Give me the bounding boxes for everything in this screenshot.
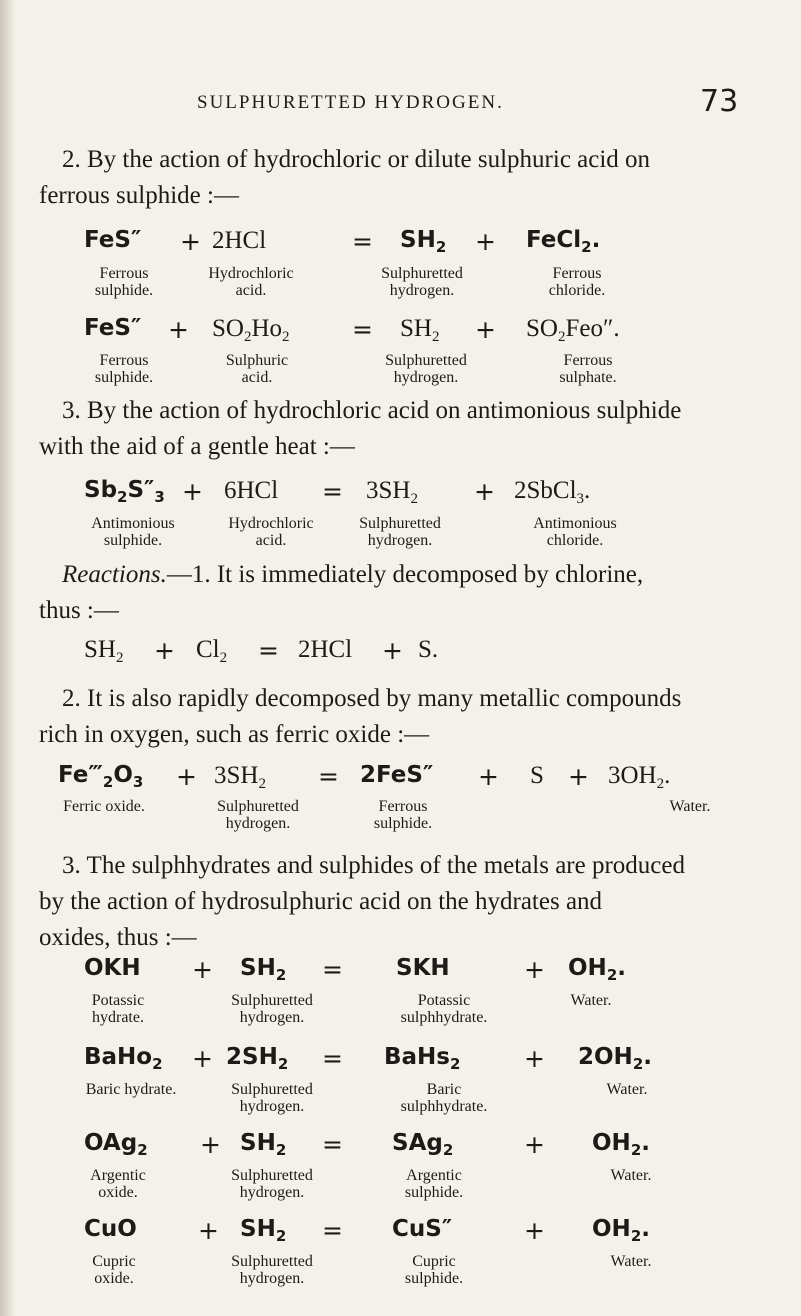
reactions-heading: Reactions. bbox=[62, 561, 167, 588]
formula-sh2: $SH_2$ bbox=[400, 227, 447, 256]
formula-water: $OH_2$. bbox=[592, 1130, 650, 1159]
formula-reactant: OKH bbox=[84, 955, 141, 981]
label-water: Water. bbox=[610, 1167, 652, 1184]
formula-water: $OH_2$. bbox=[592, 1216, 650, 1245]
label-ferric-oxide: Ferric oxide. bbox=[63, 798, 145, 815]
text-line: 3. By the action of hydrochloric acid on antimonious sulphide bbox=[62, 397, 682, 424]
label-hydrochloric-acid: Hydrochloric acid. bbox=[208, 265, 294, 299]
formula-sh2: $SH_2$ bbox=[400, 315, 440, 345]
label-reactant: Argentic oxide. bbox=[90, 1167, 146, 1201]
formula-sb2s3: $Sb_2S''_3$ bbox=[84, 477, 165, 506]
label-sulphuric-acid: Sulphuric acid. bbox=[225, 352, 289, 386]
formula-hcl: 2HCl bbox=[212, 227, 267, 254]
label-ferrous-sulphide: Ferrous sulphide. bbox=[94, 352, 154, 386]
plus-sign: + bbox=[475, 227, 496, 256]
equals-sign: = bbox=[322, 955, 343, 984]
formula-sh2: $SH_2$ bbox=[84, 636, 124, 666]
formula-fes: FeS″ bbox=[84, 227, 142, 253]
label-reactant: Baric hydrate. bbox=[85, 1081, 177, 1098]
equals-sign: = bbox=[322, 1130, 343, 1159]
plus-sign: + bbox=[154, 636, 175, 665]
plus-sign: + bbox=[176, 762, 197, 791]
label-sulphuretted-hydrogen: Sulphuretted hydrogen. bbox=[231, 1253, 313, 1287]
plus-sign: + bbox=[198, 1216, 219, 1245]
plus-sign: + bbox=[192, 1044, 213, 1073]
formula-cl2: $Cl_2$ bbox=[196, 636, 228, 666]
equals-sign: = bbox=[352, 315, 373, 344]
book-spine-shadow bbox=[0, 0, 16, 1316]
formula-product: SAg$_2$ bbox=[392, 1130, 454, 1159]
label-ferrous-sulphide: Ferrous sulphide. bbox=[94, 265, 154, 299]
plus-sign: + bbox=[180, 227, 201, 256]
label-water: Water. bbox=[570, 992, 612, 1009]
formula-2sbcl3: 2SbCl$_3$. bbox=[514, 477, 591, 507]
equals-sign: = bbox=[322, 1216, 343, 1245]
plus-sign: + bbox=[524, 1216, 545, 1245]
formula-s: S. bbox=[418, 636, 439, 663]
plus-sign: + bbox=[192, 955, 213, 984]
label-sulphuretted-hydrogen: Sulphuretted hydrogen. bbox=[231, 992, 313, 1026]
formula-sh2: $SH_2$ bbox=[240, 1130, 287, 1159]
plus-sign: + bbox=[168, 315, 189, 344]
label-reactant: Potassic hydrate. bbox=[91, 992, 145, 1026]
label-sulphuretted-hydrogen: Sulphuretted hydrogen. bbox=[217, 798, 299, 832]
formula-fes: FeS″ bbox=[84, 315, 142, 341]
equals-sign: = bbox=[258, 636, 279, 665]
label-ferrous-sulphate: Ferrous sulphate. bbox=[559, 352, 617, 386]
plus-sign: + bbox=[524, 1044, 545, 1073]
label-ferrous-sulphide: Ferrous sulphide. bbox=[373, 798, 433, 832]
label-reactant: Cupric oxide. bbox=[92, 1253, 136, 1287]
text-line: rich in oxygen, such as ferric oxide :— bbox=[39, 721, 430, 748]
label-product: Baric sulphhydrate. bbox=[400, 1081, 488, 1115]
paragraph-ferrous-sulphide bbox=[39, 142, 769, 214]
paragraph-metallic-compounds bbox=[39, 681, 769, 753]
label-water: Water. bbox=[610, 1253, 652, 1270]
label-ferrous-chloride: Ferrous chloride. bbox=[548, 265, 606, 299]
formula-2hcl: 2HCl bbox=[298, 636, 353, 663]
text-line: with the aid of a gentle heat :— bbox=[39, 433, 355, 460]
label-sulphuretted-hydrogen: Sulphuretted hydrogen. bbox=[359, 515, 441, 549]
equals-sign: = bbox=[318, 762, 339, 791]
label-sulphuretted-hydrogen: Sulphuretted hydrogen. bbox=[385, 352, 467, 386]
formula-3oh2: $3OH_2$. bbox=[608, 762, 671, 792]
formula-product: BaHs$_2$ bbox=[384, 1044, 461, 1073]
formula-fecl2: FeCl$_2$. bbox=[526, 227, 601, 256]
formula-2fes: 2FeS″ bbox=[360, 762, 434, 788]
formula-product: SKH bbox=[396, 955, 450, 981]
equals-sign: = bbox=[322, 1044, 343, 1073]
formula-reactant: CuO bbox=[84, 1216, 137, 1242]
paragraph-antimonious-sulphide bbox=[39, 393, 769, 465]
plus-sign: + bbox=[475, 315, 496, 344]
page-number: 73 bbox=[700, 84, 739, 119]
text-line: ferrous sulphide :— bbox=[39, 182, 239, 209]
page-header bbox=[0, 84, 801, 124]
label-product: Potassic sulphhydrate. bbox=[400, 992, 488, 1026]
text-line: oxides, thus :— bbox=[39, 924, 197, 951]
formula-sh2: $2SH_2$ bbox=[226, 1044, 289, 1073]
formula-so2feo: $SO_2Feo''$. bbox=[526, 315, 620, 345]
formula-sh2: $SH_2$ bbox=[240, 1216, 287, 1245]
formula-fe2o3: $Fe‴_2O_3$ bbox=[58, 762, 144, 791]
label-product: Cupric sulphide. bbox=[404, 1253, 464, 1287]
plus-sign: + bbox=[382, 636, 403, 665]
plus-sign: + bbox=[478, 762, 499, 791]
plus-sign: + bbox=[474, 477, 495, 506]
formula-3sh2: $3SH_2$ bbox=[366, 477, 418, 507]
text-line: thus :— bbox=[39, 597, 119, 624]
formula-s: S bbox=[530, 762, 544, 789]
formula-reactant: OAg$_2$ bbox=[84, 1130, 148, 1159]
plus-sign: + bbox=[568, 762, 589, 791]
formula-product: CuS″ bbox=[392, 1216, 453, 1242]
plus-sign: + bbox=[524, 955, 545, 984]
equals-sign: = bbox=[352, 227, 373, 256]
label-sulphuretted-hydrogen: Sulphuretted hydrogen. bbox=[381, 265, 463, 299]
paragraph-sulphhydrates bbox=[39, 848, 769, 956]
text-line: 2. By the action of hydrochloric or dilute sulphuric acid on bbox=[62, 146, 651, 173]
formula-6hcl: 6HCl bbox=[224, 477, 279, 504]
plus-sign: + bbox=[200, 1130, 221, 1159]
text-line: by the action of hydrosulphuric acid on the hydrates and bbox=[39, 888, 603, 915]
label-sulphuretted-hydrogen: Sulphuretted hydrogen. bbox=[231, 1167, 313, 1201]
formula-sh2: $SH_2$ bbox=[240, 955, 287, 984]
label-water: Water. bbox=[606, 1081, 648, 1098]
text-line: Reactions.—1. It is immediately decomposed by chlorine, bbox=[62, 561, 644, 588]
running-title: SULPHURETTED HYDROGEN. bbox=[197, 92, 504, 113]
formula-3sh2: $3SH_2$ bbox=[214, 762, 266, 792]
text-line: 3. The sulphhydrates and sulphides of the metals are produced bbox=[62, 852, 685, 879]
formula-reactant: BaHo$_2$ bbox=[84, 1044, 163, 1073]
formula-water: $OH_2$. bbox=[568, 955, 626, 984]
label-sulphuretted-hydrogen: Sulphuretted hydrogen. bbox=[231, 1081, 313, 1115]
label-antimonious-sulphide: Antimonious sulphide. bbox=[91, 515, 175, 549]
label-water: Water. bbox=[669, 798, 711, 815]
label-product: Argentic sulphide. bbox=[404, 1167, 464, 1201]
label-antimonious-chloride: Antimonious chloride. bbox=[533, 515, 617, 549]
label-hydrochloric-acid: Hydrochloric acid. bbox=[228, 515, 314, 549]
plus-sign: + bbox=[524, 1130, 545, 1159]
text-line: 2. It is also rapidly decomposed by many metallic compounds bbox=[62, 685, 682, 712]
plus-sign: + bbox=[182, 477, 203, 506]
equals-sign: = bbox=[322, 477, 343, 506]
paragraph-reactions bbox=[39, 557, 769, 629]
formula-so2ho2: $SO_2Ho_2$ bbox=[212, 315, 290, 345]
formula-water: $2OH_2$. bbox=[578, 1044, 652, 1073]
